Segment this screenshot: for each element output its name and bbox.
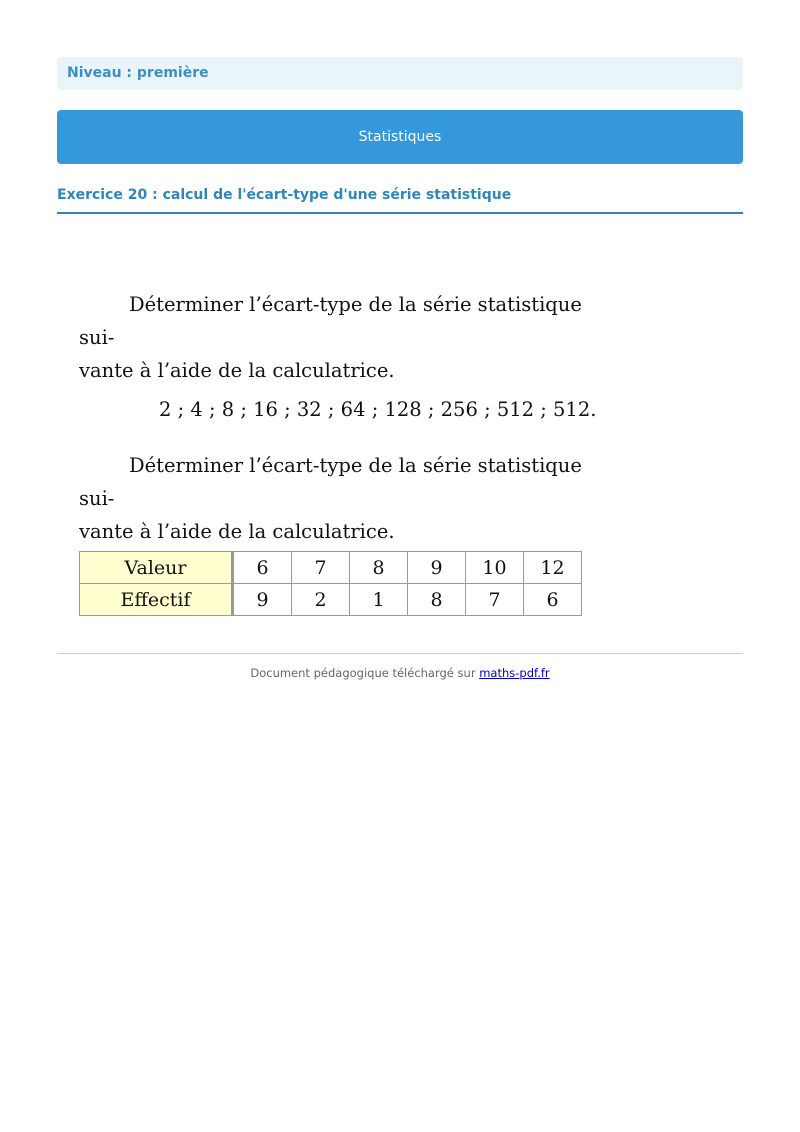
table-row-values	[80, 552, 582, 584]
table-cell: 6	[233, 552, 292, 584]
chapter-banner: Statistiques	[57, 110, 743, 164]
table-cell: 2	[292, 584, 350, 616]
row-label-valeur: Valeur	[80, 552, 233, 584]
table-cell: 7	[292, 552, 350, 584]
instruction-2-line-2: vante à l’aide de la calculatrice.	[79, 520, 395, 543]
table-cell: 10	[466, 552, 524, 584]
instruction-1-line-2: vante à l’aide de la calculatrice.	[79, 359, 395, 382]
footer	[57, 666, 743, 680]
exercise-instruction-1	[79, 288, 589, 387]
table-cell: 6	[524, 584, 582, 616]
table-cell: 8	[408, 584, 466, 616]
row-label-effectif: Effectif	[80, 584, 233, 616]
table-cell: 1	[350, 584, 408, 616]
instruction-2-line-1: Déterminer l’écart-type de la série statistique sui-	[79, 454, 582, 510]
data-series: 2 ; 4 ; 8 ; 16 ; 32 ; 64 ; 128 ; 256 ; 512 ; 512.	[159, 398, 597, 421]
instruction-1-line-1: Déterminer l’écart-type de la série statistique sui-	[79, 293, 582, 349]
table-cell: 9	[408, 552, 466, 584]
frequency-table	[79, 551, 582, 616]
footer-divider	[57, 653, 743, 654]
table-cell: 9	[233, 584, 292, 616]
table-cell: 8	[350, 552, 408, 584]
level-label: Niveau : première	[57, 57, 743, 90]
table-cell: 12	[524, 552, 582, 584]
table-row-counts	[80, 584, 582, 616]
exercise-instruction-2	[79, 449, 589, 548]
exercise-title: Exercice 20 : calcul de l'écart-type d'une série statistique	[57, 186, 743, 214]
footer-link[interactable]: maths-pdf.fr	[479, 666, 550, 680]
table-cell: 7	[466, 584, 524, 616]
footer-text: Document pédagogique téléchargé sur	[250, 666, 480, 680]
exercise-content	[79, 288, 599, 616]
